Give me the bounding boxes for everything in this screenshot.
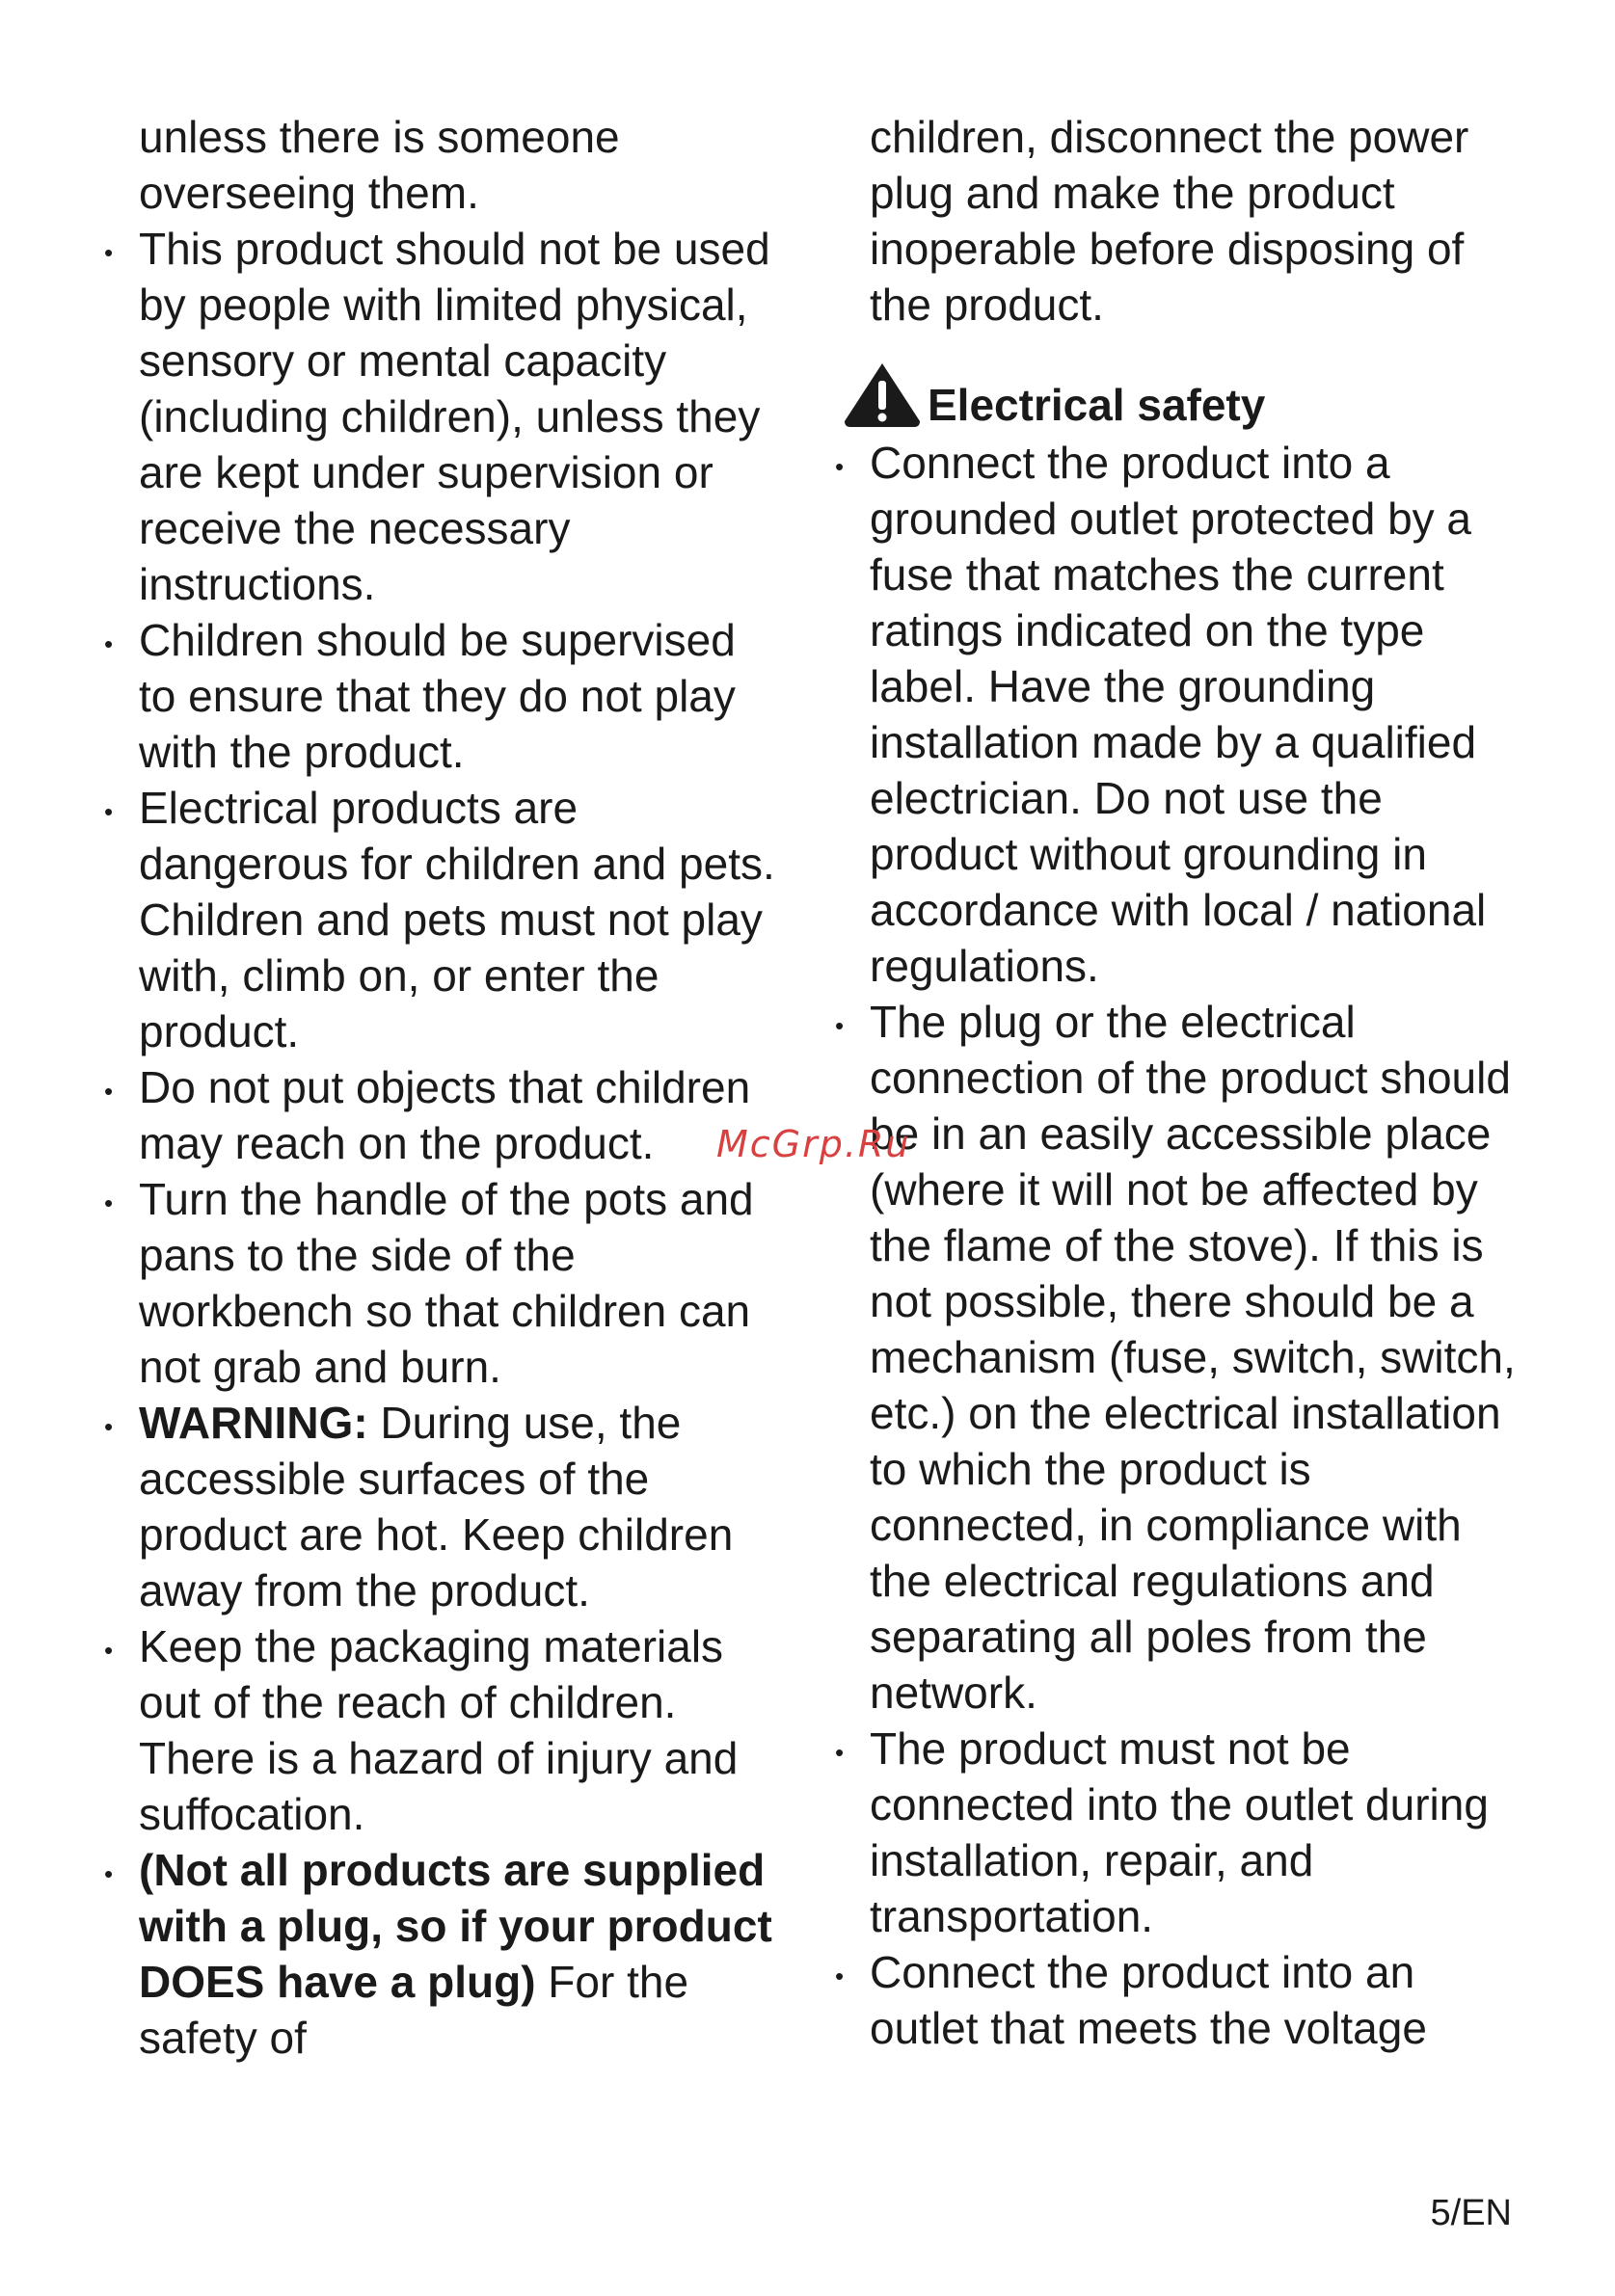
electrical-safety-list	[870, 435, 1525, 2056]
item-text: For the safety of	[139, 1957, 689, 2063]
list-item	[870, 435, 1525, 994]
list-item	[870, 994, 1525, 1721]
right-column	[870, 109, 1525, 2056]
watermark: McGrp.Ru	[716, 1123, 911, 1165]
continued-text: children, disconnect the power plug and make the product inoperable before disposing of the product.	[870, 112, 1469, 330]
item-text: This product should not be used by people with limited physical, sensory or mental capacity (including children), unless they are kept under supervision or receive the necessary instructions.	[139, 224, 770, 609]
item-text: Electrical products are dangerous for children and pets. Children and pets must not play with, climb on, or enter the product.	[139, 783, 775, 1056]
left-column	[139, 109, 780, 2066]
section-title: Electrical safety	[928, 380, 1266, 430]
continued-text: unless there is someone overseeing them.	[139, 112, 620, 218]
list-item	[870, 1944, 1525, 2056]
list-item	[139, 612, 780, 780]
section-heading	[870, 333, 1525, 433]
item-text: Children should be supervised to ensure that they do not play with the product.	[139, 615, 736, 777]
item-text: Connect the product into an outlet that meets the voltage	[870, 1947, 1427, 2053]
list-item	[139, 780, 780, 1059]
list-item	[870, 1721, 1525, 1944]
plug-note: (Not all products are supplied with a plug, so if your product DOES have a plug)	[139, 1845, 772, 2007]
page-number: 5/EN	[1430, 2193, 1512, 2233]
item-text: Connect the product into a grounded outlet protected by a fuse that matches the current ratings indicated on the type label. Have the grounding installation made by a qualified electrician. Do not use the product without grounding in accordance with local / national regulations.	[870, 438, 1487, 991]
item-text: Turn the handle of the pots and pans to the side of the workbench so that children can not grab and burn.	[139, 1174, 754, 1392]
item-text: Keep the packaging materials out of the reach of children. There is a hazard of injury and suffocation.	[139, 1621, 739, 1839]
item-text: Do not put objects that children may reach on the product.	[139, 1062, 751, 1168]
list-item	[139, 1618, 780, 1842]
item-text: The product must not be connected into the outlet during installation, repair, and transportation.	[870, 1723, 1489, 1941]
item-text: The plug or the electrical connection of the product should be in an easily accessible place (where it will not be affected by the flame of the stove). If this is not possible, there should be a mechanism (fuse, switch, switch, etc.) on the electrical installation to which the product is connected, in compliance with the electrical regulations and separating all poles from the network.	[870, 997, 1516, 1718]
list-item	[139, 1842, 780, 2066]
list-item	[139, 221, 780, 612]
warning-label: WARNING:	[139, 1398, 368, 1448]
item-text: During use, the accessible surfaces of the product are hot. Keep children away from the product.	[139, 1398, 734, 1615]
list-item	[139, 1395, 780, 1618]
warning-triangle-icon	[843, 361, 922, 429]
list-item	[139, 1171, 780, 1395]
safety-list	[139, 221, 780, 2066]
list-item	[139, 1059, 780, 1171]
